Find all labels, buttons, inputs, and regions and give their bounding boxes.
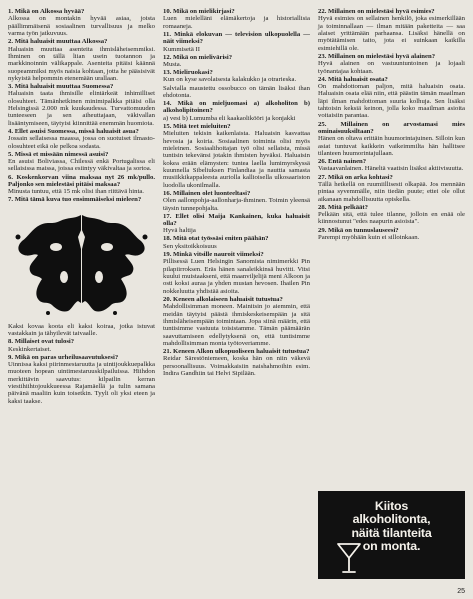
answer-27: Tällä hetkellä on ruumiillisesti olkapää. Jos mennään pintaa syvemmälle, niin tiedän puute; ettei ole ollut aikanaan mahdollisuutta opiskella. bbox=[318, 180, 465, 203]
answer-21: Reidar Särestöniemeen, koska hän on niin väkevä persoonallisuus. Voimakkaisiin naishahmoihin esim. Indira Gandhiin tai Helvi Sipilään. bbox=[163, 355, 310, 378]
answer-2: Haluaisin muuttaa asenteita ihmisläheisemmiksi. Ihminen on tällä liian usein tuotannon ja markkinoinnin välikappale. Asenteita pitäisi käännä suopeammiksi myös naisia kohtaan, jotta he pääsisivät nykyistä helpommin etenemään urallaan. bbox=[8, 45, 155, 82]
question-24: 24. Mitä haluaisit osata? bbox=[318, 75, 388, 83]
answer-4: Jossain sellaisessa maassa, jossa on suotuiset ilmasto-olosuhteet eikä ole pelkoa sodasta. bbox=[8, 135, 155, 150]
question-16: 16. Millainen olet luonteeltasi? bbox=[163, 189, 251, 197]
answer-22: Hyvä esimies on sellainen henkilö, joka esimerkillään ja toiminnallaan — ilman mitään paketteita — saa alaiset yrittämään parhaansa. Lisäksi hänellä on myötätämisen taito, jota ei suinkaan kaikilla esimiehillä ole. bbox=[318, 15, 465, 52]
question-5: 5. Missä et missään nimessä asuisi? bbox=[8, 150, 109, 158]
question-3: 3. Mitä haluaisit muuttaa Suomessa? bbox=[8, 83, 114, 91]
column-1 bbox=[8, 8, 155, 406]
cocktail-glass-icon bbox=[336, 541, 362, 575]
answer-16: Olen aallonpohja-aallonharja-ihminen. Toimin yleensä täysin tunnepohjalta. bbox=[163, 197, 310, 212]
question-25: 25. Millainen on arvostamasi mies ominaisuuksiltaan? bbox=[318, 120, 465, 135]
answer-12: Musta. bbox=[163, 61, 182, 68]
column-3 bbox=[318, 8, 465, 242]
answer-11: Kummisetä II bbox=[163, 45, 200, 53]
question-13: 13. Mieliruokasi? bbox=[163, 69, 213, 77]
answer-3: Haluaisin taata ihmisille elintärkeät inhimilliset olosuhteet. Tämänhetkinen minimipalkka pitäisi olla Helsingissä 2.000 mk kuukaudessa. Turvattomuuden tunteeseen ja sen aiheuttajaan, väkivallan lisääntymiseen, täytyisi kiinnittää enemmän huomiota. bbox=[8, 90, 155, 127]
answer-23: Hyvä alainen on vastuuntuntoinen ja lojaali työnantajaa kohtaan. bbox=[318, 60, 465, 75]
answer-13-continued: Salvialla maustettu ossobucco on tämän lisäksi ihan ehdotonta. bbox=[163, 84, 310, 99]
question-19: 19. Minkä vitsille nauroit viimeksi? bbox=[163, 250, 264, 258]
question-11: 11. Minkä elokuvan — television ulkopuolella — näit viimeksi? bbox=[163, 30, 310, 46]
question-15: 15. Mitä teet mieluiten? bbox=[163, 122, 231, 130]
answer-24: On mahdottoman paljon, mitä haluaisin osata. Haluaisin osata elää niin, että päästin tämän maailman läpi ilman mahdottoman suuria kolhuja. Sen lisäksi tahtoisin keksiä keinon, jolla koko maailman asioita voitaisiin parantaa. bbox=[318, 83, 465, 120]
question-1: 1. Mikä on Alkossa hyvää? bbox=[8, 8, 85, 15]
answer-1: Alkossa on montakin hyvää asiaa, joista päällimmäisenä sosiaalinen turvallisuus ja melko varma työn jatkuvuus. bbox=[8, 15, 155, 38]
question-10: 10. Mikä on mielikirjasi? bbox=[163, 8, 235, 15]
answer-13: Kun on kyse savolaisesta kalakukko ja otrarieska. bbox=[163, 76, 297, 84]
answer-29: Parempi myöhään kuin ei silloinkaan. bbox=[318, 233, 420, 241]
question-4: 4. Ellet asuisi Suomessa, missä haluaisit asua? bbox=[8, 127, 139, 135]
answer-19: Pillisessä Luen Helsingin Sanomista nimimerkki Pin pilapiirroksen. Eräs hänen sanaleikkinsä huvitti. Vitsi kuului muistaakseni, että maanviljelijä meni Alkoon ja osti koksi auraa ja yhden mustan hevosen. Ihailen Pin nokkeluutta yhdistää asioita. bbox=[163, 258, 310, 295]
answer-5: En asuisi Boliviassa, Chilessä enkä Portugalissa eli sellaisissa maissa, joissa esiintyy väkivaltaa ja sortoa. bbox=[8, 158, 155, 173]
question-6: 6. Koskenkorvan viina maksaa nyt 26 mk/pullo. Paljonko sen mielestäsi pitäisi maksaa? bbox=[8, 173, 155, 188]
question-20: 20. Keneen alkolaiseen haluaisit tutustua? bbox=[163, 295, 283, 303]
answer-20: Mahdollisimman moneen. Mainitsin jo aiemmin, että meidän täytyisi päästä ihmiskeskeisempään ja sitä ihmisläheisempään toimintaan. Jopa siinä määrin, että tuntisimme vastuuta toisistamme. Tämän päämäärän saavuttamiseen edellytyksenä on, että tuntisimme mahdollisimman monta työtoveriamme. bbox=[163, 303, 310, 347]
answer-10: Luen mielelläni elämäkertoja ja historiallisia romaaneja. bbox=[163, 15, 310, 30]
answer-17: Hyvä haltija bbox=[163, 227, 196, 235]
ad-line-2: alkoholitonta, bbox=[352, 512, 431, 527]
answer-26: Vastaavanlainen. Häneltä vaatisin lisäksi aktiivisuutta. bbox=[318, 165, 464, 173]
column-2 bbox=[163, 8, 310, 378]
ad-line-3: näitä tilanteita bbox=[351, 525, 432, 540]
question-26: 26. Entä nainen? bbox=[318, 158, 367, 166]
question-22: 22. Millainen on mielestäsi hyvä esimies? bbox=[318, 8, 435, 15]
answer-28: Pelkään sitä, että tulee tilanne, jolloin en enää ole kiinnostunut "edes naapurin asioista". bbox=[318, 211, 465, 226]
question-17: 17. Ellet olisi Maija Kankainen, kuka haluaisit olla? bbox=[163, 212, 310, 227]
question-7: 7. Mitä tämä kuva tuo ensimmäiseksi mieleen? bbox=[8, 196, 142, 204]
question-27: 27. Mikä on arka kohtasi? bbox=[318, 173, 393, 181]
page-number: 25 bbox=[457, 588, 465, 595]
answer-18: Sen yksitoikkoisuus bbox=[163, 242, 217, 250]
answer-14: a) vesi b) Lumumba eli kaakaolikööri ja konjakki bbox=[163, 114, 296, 122]
question-29: 29. Mikä on tunnuslauseesi? bbox=[318, 226, 399, 234]
answer-8: Keskinkertaiset. bbox=[8, 345, 52, 353]
advertisement-box bbox=[318, 491, 465, 579]
question-23: 23. Millainen on mielestäsi hyvä alainen? bbox=[318, 52, 436, 60]
inkblot-image bbox=[8, 207, 155, 319]
answer-9: Uinnissa kaksi piirinmestaruutta ja uintijoukkuepalkka muoteen hopean uintimestaruuskilpailuissa. Hiihdon merkittävin saavutus: kilpailin kerran viestihiihtojoukkueessa Rajamäellä ja tulin samana päivänä maaliin kuin toisetkin. Tyyli oli yksi eteen ja kaksi taakse. bbox=[8, 361, 155, 405]
question-2: 2. Mitä haluaisit muuttaa Alkossa? bbox=[8, 38, 108, 46]
question-28: 28. Mitä pelkäät? bbox=[318, 203, 368, 211]
question-18: 18. Mitä otat työssäsi eniten päähän? bbox=[163, 235, 269, 243]
answer-6: Minusta tuntuu, että 15 mk olisi ihan riittävä hinta. bbox=[8, 188, 144, 196]
question-14: 14. Mikä on mieljuomasi a) alkoholiton b) alkoholipitoinen? bbox=[163, 100, 310, 115]
question-21: 21. Keneen Alkon ulkopuoliseen haluaisit tutustua? bbox=[163, 348, 310, 356]
answer-7: Kaksi kovaa koota eli kaksi koiraa, jotka istuvat vastakkain ja tähyilevät taivaalle. bbox=[8, 322, 155, 338]
question-12: 12. Mikä on mielivärisi? bbox=[163, 53, 233, 61]
ad-line-1: Kiitos bbox=[374, 499, 409, 513]
question-8: 8. Millaiset ovat tulosi? bbox=[8, 338, 75, 346]
answer-25: Hänen on oltava erittäin huumorintajuinen. Silloin kun asiat tuntuvat kaikkein vaikeimmilta hän hallitsee tilanteen huumorintajullaan. bbox=[318, 135, 465, 157]
answer-15: Mieluiten tekisin kaikenlaista. Haluaisin kasvattaa hevosia ja koiria. Sosiaalinen toiminta olisi myös mieleinen. Sosiaalihoitajan työ olisi sellaista, missä tuntisin tekevänsi jotakin ihmisten hyväksi. Haluaisin kokea erään elämysten: tuntea laella lumimyrskyssä kuunnella Sibeliuksen Finlandiaa ja nauttia samasta musiikkikappaleesta auriolla kallioisella ulkosaariston luodolla ukonilmalla. bbox=[163, 130, 310, 189]
ad-line-4: on monta. bbox=[362, 539, 421, 554]
question-9: 9. Mikä on paras urheilusaavutuksesi? bbox=[8, 353, 119, 361]
